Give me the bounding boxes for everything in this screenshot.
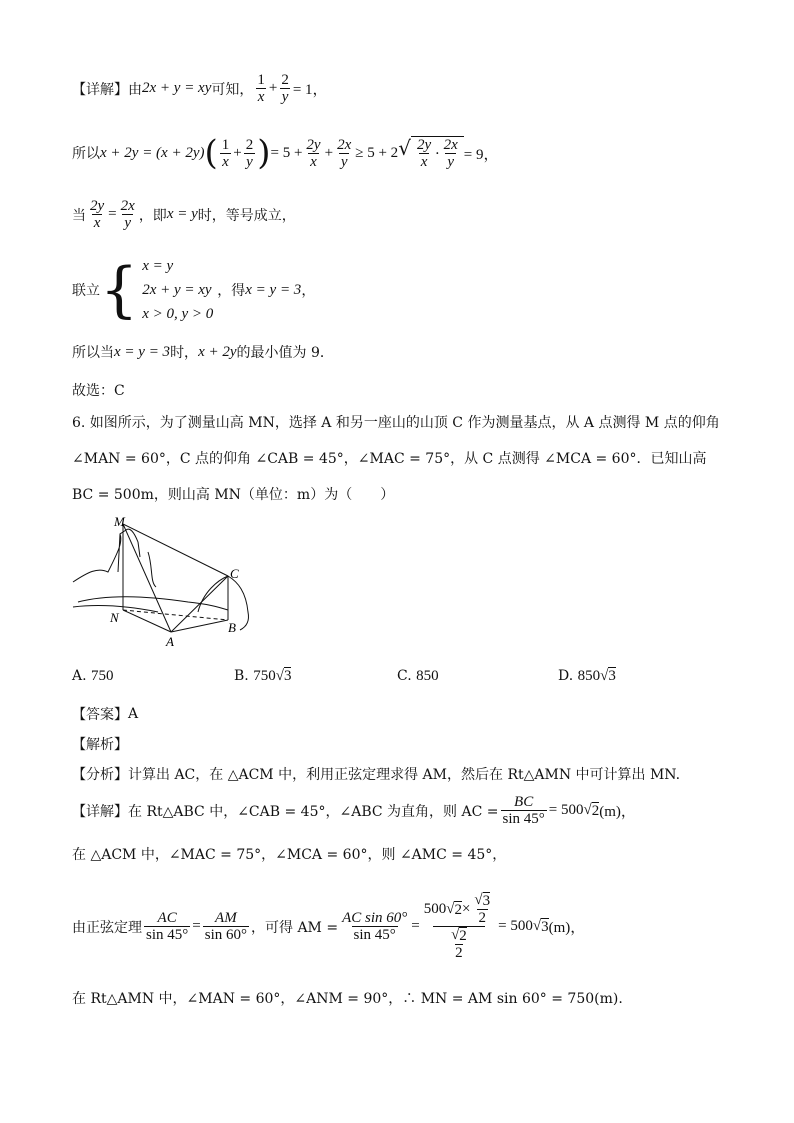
- text: = 5 +: [270, 144, 303, 161]
- question-line-2: ∠MAN = 60°，C 点的仰角 ∠CAB = 45°，∠MAC = 75°，从 C 点测得 ∠MCA = 60°．已知山高: [72, 451, 707, 467]
- text: 可知，: [211, 81, 254, 98]
- label-B: B: [228, 620, 236, 635]
- sqrt-expr: √ $\frac{2y}{x}$ · $\frac{2x}{y}$: [398, 136, 464, 170]
- question-line-3: BC = 500m，则山高 MN（单位：m）为（ ）: [72, 487, 395, 503]
- option-d[interactable]: D. 850√3: [558, 668, 616, 684]
- left-mountain: [73, 529, 140, 582]
- text: 由: [128, 81, 142, 98]
- label-A: A: [166, 634, 174, 649]
- expr: x + 2y = (x + 2y): [100, 144, 205, 161]
- fenxi-line: 【分析】 计算出 AC，在 △ACM 中，利用正弦定理求得 AM，然后在 Rt△AMN 中可计算出 MN.: [72, 767, 681, 783]
- text: 当: [72, 207, 86, 224]
- label-N: N: [110, 610, 119, 625]
- detail-line-8: 由正弦定理 $\frac{AC}{\sin 45^\circ}$ = $\frac{AM}{\sin 60^\circ}$ ，可得 AM = $\frac{\text{AC sin 60°}}{\sin 45^\circ}$ = 500 √ 2 × √ 3 2 √ 2 2 = 500 √ 3 (m)，: [72, 892, 586, 961]
- line-AB: [171, 620, 228, 632]
- analysis-label: 【解析】: [72, 737, 128, 753]
- option-a[interactable]: A. 750: [72, 668, 114, 684]
- equation: 2x + y = xy: [142, 80, 212, 96]
- line-AC: [171, 576, 228, 632]
- label-C: C: [230, 566, 239, 581]
- text: 联立: [72, 283, 100, 299]
- answer-line: 【答案】 A: [72, 706, 139, 723]
- detail-line-5: 所以当 x = y = 3 时， x + 2y 的最小值为 9．: [72, 343, 334, 361]
- text: = 1，: [292, 82, 328, 98]
- option-b[interactable]: B. 750√3: [234, 668, 292, 684]
- text: ≥ 5 + 2: [355, 144, 399, 161]
- mountain-figure: [68, 512, 268, 652]
- label-M: M: [114, 514, 125, 529]
- detail-line-6: 【详解】 在 Rt△ABC 中，∠CAB = 45°，∠ABC 为直角，则 AC = $\frac{BC}{\sin 45^\circ}$ = 500 √ 2 (m)，: [72, 794, 636, 827]
- text: 时，等号成立，: [197, 207, 296, 224]
- detail-line-4: 联立 { x = y 2x + y = xy x > 0, y > 0 ，得 x = y = 3 ，: [72, 255, 316, 325]
- compound-fraction: 500 √ 2 × √ 3 2 √ 2 2: [423, 892, 491, 961]
- detail-line-1: 【详解】 由 2x + y = xy 可知， $\frac{1}{x}$ + $\frac{2}{y}$ = 1，: [72, 72, 328, 105]
- detail-line-7: 在 △ACM 中，∠MAC = 75°，∠MCA = 60°，则 ∠AMC = 45°，: [72, 847, 507, 863]
- detail-line-9: 在 Rt△AMN 中，∠MAN = 60°，∠ANM = 90°，∴ MN = AM sin 60° = 750(m).: [72, 991, 623, 1007]
- detail-line-2: 所以 x + 2y = (x + 2y) ( $\frac{1}{x}$ + $\frac{2}{y}$ ) = 5 + $\frac{2y}{x}$ + $\frac{2x}{y}$ ≥ 5 + 2 √ $\frac{2y}{x}$ · $\frac{2x}{y}$ = 9，: [72, 133, 499, 173]
- text: = 9，: [463, 146, 499, 163]
- option-c[interactable]: C. 850: [397, 668, 439, 684]
- line-MA: [123, 524, 171, 632]
- detail-line-3: 当 $\frac{2y}{x}$ = $\frac{2x}{y}$ ，即 x = y 时，等号成立，: [72, 198, 296, 231]
- equation-system: x = y 2x + y = xy x > 0, y > 0: [142, 258, 214, 322]
- fraction-1-over-x: $\frac{1}{x}$: [257, 72, 265, 105]
- text: 所以: [72, 146, 100, 162]
- choice-line: 故选：C: [72, 383, 125, 399]
- text: ，得: [217, 283, 246, 299]
- line-NA: [123, 610, 171, 632]
- line-NB: [123, 610, 228, 620]
- right-mountain: [198, 576, 249, 630]
- text: ，即: [138, 207, 167, 224]
- fraction-2-over-y: $\frac{2}{y}$: [281, 72, 289, 105]
- question-line-1: 6. 如图所示，为了测量山高 MN，选择 A 和另一座山的山顶 C 作为测量基点，从 A 点测得 M 点的仰角: [72, 415, 720, 431]
- detail-label: 【详解】: [72, 81, 128, 98]
